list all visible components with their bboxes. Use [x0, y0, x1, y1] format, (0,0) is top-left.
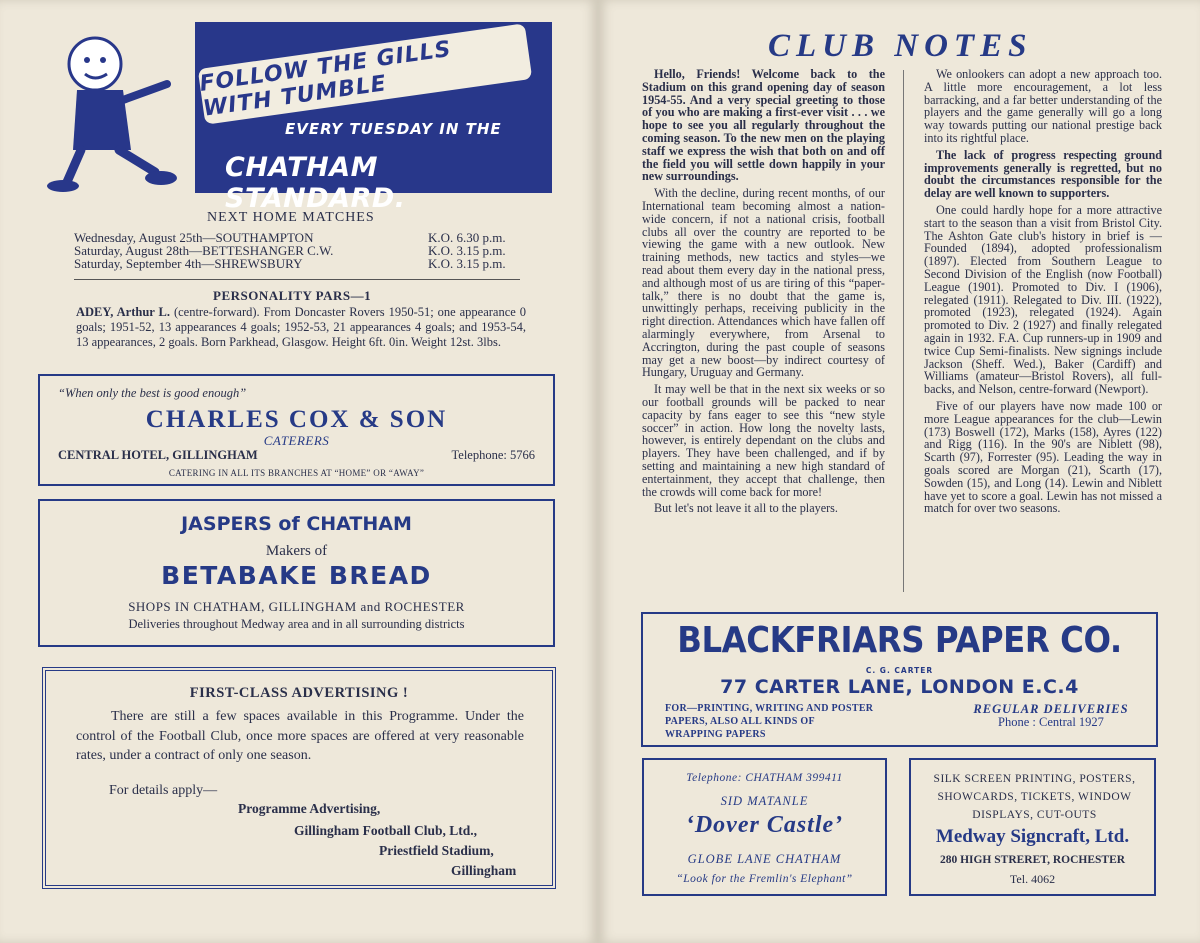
notes-paragraph: It may well be that in the next six weeks or so our football grounds will be packed to near capacity by fans eager to see this “new style soccer” in action. How long the novelty lasts, however, is entirely dependant on the clubs and players. They have been challenged, and if by setting and maintaining a new high standard of entertainment, they accept that challenge, then the crowds will come back for more! — [642, 382, 885, 499]
match-kickoff: K.O. 3.15 p.m. — [428, 256, 506, 271]
notes-paragraph: But let's not leave it all to the players. — [654, 501, 838, 516]
column-divider — [903, 70, 904, 592]
left-page — [0, 0, 598, 943]
notes-paragraph: Five of our players have now made 100 or more League appearances for the club—Lewin (173) Boswell (172), Marks (158), Ayres (122) and Rigg (116). In the 90's are Niblett (98), Scarth (97), Forrester (95). Leading the way in goals scored are Morgan (21), Scarth (17), Sowden (15), and Long (14). Lewin and Niblett have yet to score a goal. Lewin has not missed a match for over two seasons. — [924, 398, 1162, 516]
club-notes-title: CLUB NOTES — [768, 28, 1033, 64]
jaspers-advert — [38, 499, 555, 647]
next-home-matches-title: NEXT HOME MATCHES — [207, 210, 375, 225]
blackfriars-deliveries: REGULAR DELIVERIES — [973, 702, 1129, 716]
notes-paragraph: With the decline, during recent months, of our International team becoming almost a nation-wide concern, if not a national crisis, football clubs all over the country are reported to be viewing the game with a new outlook. New training methods, new tactics and styles—we read about them every day in the national press, and although most of us are tiring of this “paper-talk,” there is no doubt that the game is, unwittingly perhaps, receiving publicity in the right direction. Attendances which have fallen off alarmingly everywhere, from Arsenal to Accrington, during the past couple of seasons may get a new boost—by indirect courtesy of Hungary, Uruguay and Germany. — [642, 186, 885, 380]
cox-telephone: Telephone: 5766 — [451, 448, 535, 462]
match-fixture: Saturday, September 4th—SHREWSBURY — [74, 256, 303, 271]
jaspers-makers: Makers of — [265, 543, 328, 559]
club-notes-column-1 — [642, 68, 885, 519]
advertising-body: There are still a few spaces available in this Programme. Under the control of the Football Club, once more spaces are offered at very reasonable rates, under a contract of only one season. — [76, 709, 524, 763]
blackfriars-advert — [641, 612, 1158, 747]
blackfriars-address: 77 CARTER LANE, LONDON E.C.4 — [720, 676, 1079, 698]
match-row — [74, 256, 524, 272]
advertising-address-line: Gillingham Football Club, Ltd., — [294, 823, 478, 838]
blackfriars-name: BLACKFRIARS PAPER CO. — [677, 620, 1122, 661]
notes-paragraph: The lack of progress respecting ground improvements generally is regretted, but no doubt the circumstances responsible for the delay are well known to supporters. — [924, 147, 1162, 201]
chatham-standard-banner — [35, 22, 552, 214]
dover-address: GLOBE LANE CHATHAM — [687, 852, 842, 866]
jaspers-title: JASPERS of CHATHAM — [181, 513, 412, 535]
blackfriars-owner: C. G. CARTER — [865, 666, 934, 675]
dover-castle-advert — [642, 758, 887, 896]
banner-line2: EVERY TUESDAY IN THE — [285, 120, 502, 138]
dover-slogan: “Look for the Fremlin's Elephant” — [676, 873, 853, 885]
match-kickoff: K.O. 6.30 p.m. — [428, 230, 506, 245]
personality-pars-body — [76, 305, 526, 350]
advertising-address-line: Priestfield Stadium, — [379, 843, 494, 858]
advertising-address-line: Programme Advertising, — [238, 801, 381, 816]
dover-owner: SID MATANLE — [720, 794, 809, 808]
cox-branches: CATERING IN ALL ITS BRANCHES AT “HOME” OR “AWAY” — [168, 468, 425, 478]
notes-paragraph: Hello, Friends! Welcome back to the Stadium on this grand opening day of season 1954-55. And a very special greeting to those of you who are making a first-ever visit . . . we hope to see you all regularly throughout the coming season. To the new men on the playing staff we express the wish that both on and off the field you will settle down happily in your new surroundings. — [642, 67, 885, 184]
medway-name: Medway Signcraft, Ltd. — [935, 826, 1130, 847]
match-fixture: Wednesday, August 25th—SOUTHAMPTON — [74, 230, 314, 245]
notes-paragraph: We onlookers can adopt a new approach too. A little more encouragement, a lot less barracking, and a far better understanding of the players and the game generally will go a long way towards putting our national prestige back into its rightful place. — [924, 67, 1162, 145]
banner-line3: CHATHAM STANDARD. — [225, 152, 406, 214]
banner-scroll — [198, 23, 533, 124]
jaspers-product: BETABAKE BREAD — [161, 561, 432, 590]
gills-cartoon-icon — [35, 22, 195, 193]
player-name: ADEY, Arthur L. — [76, 305, 171, 319]
dover-telephone: Telephone: CHATHAM 399411 — [686, 772, 843, 784]
blackfriars-products: FOR—PRINTING, WRITING AND POSTER PAPERS, ALSO ALL KINDS OF WRAPPING PAPERS — [665, 703, 874, 740]
cox-caterers: CATERERS — [263, 433, 330, 448]
divider — [74, 279, 520, 280]
advertising-address-line: Gillingham — [451, 863, 517, 878]
match-kickoff: K.O. 3.15 p.m. — [428, 243, 506, 258]
player-details: (centre-forward). From Doncaster Rovers 1950-51; one appearance 0 goals; 1951-52, 13 appearances 4 goals; 1952-53, 21 appearances 4 goals; and 1953-54, 13 appearances, 2 goals. Born Parkhead, Glasgow. Height 6ft. 0in. Weight 12st. 3lbs. — [76, 305, 527, 349]
charles-cox-advert — [38, 374, 555, 486]
match-fixture: Saturday, August 28th—BETTESHANGER C.W. — [74, 243, 334, 258]
advertising-title: FIRST-CLASS ADVERTISING ! — [189, 685, 409, 701]
club-notes-column-2 — [924, 68, 1162, 519]
advertising-notice — [42, 667, 556, 889]
advertising-apply: For details apply— — [109, 783, 218, 798]
banner-line1: FOLLOW THE GILLS WITH TUMBLE — [198, 36, 453, 122]
jaspers-deliveries: Deliveries throughout Medway area and in all surrounding districts — [128, 617, 465, 631]
medway-tel: Tel. 4062 — [1009, 872, 1056, 886]
dover-name: ‘Dover Castle’ — [685, 812, 844, 838]
cox-quote: “When only the best is good enough” — [58, 386, 247, 400]
jaspers-shops: SHOPS IN CHATHAM, GILLINGHAM and ROCHESTER — [128, 599, 465, 614]
cox-name: CHARLES COX & SON — [145, 406, 448, 433]
blackfriars-phone: Phone : Central 1927 — [998, 715, 1104, 729]
medway-signcraft-advert — [909, 758, 1156, 896]
medway-services: SILK SCREEN PRINTING, POSTERS, SHOWCARDS, TICKETS, WINDOW DISPLAYS, CUT-OUTS — [933, 773, 1136, 821]
notes-paragraph: One could hardly hope for a more attractive start to the season than a visit from Bristol City. The Ashton Gate club's history in brief is — Founded (1894), adopted professionalism (1897). Elected from Southern League to Second Division of the English (now Football) League (1901). Promoted to Div. I (1906), relegated (1911). Relegated to Div. III. (1922), promoted (1923), relegated (1924). Again promoted to Div. 2 (1927) and finally relegated again in 1932. F.A. Cup runners-up in 1909 and twice Cup Semi-finalists. New signings include Jackson (Sheff. Wed.), Baker (Cardiff) and Williams (amateur—Bristol Rovers), all full-backs, and Nelson, centre-forward (Newport). — [924, 202, 1162, 397]
medway-address: 280 HIGH STRERET, ROCHESTER — [939, 854, 1126, 866]
right-page — [598, 0, 1200, 943]
personality-pars-title: PERSONALITY PARS—1 — [213, 288, 372, 303]
cox-hotel: CENTRAL HOTEL, GILLINGHAM — [58, 448, 258, 462]
